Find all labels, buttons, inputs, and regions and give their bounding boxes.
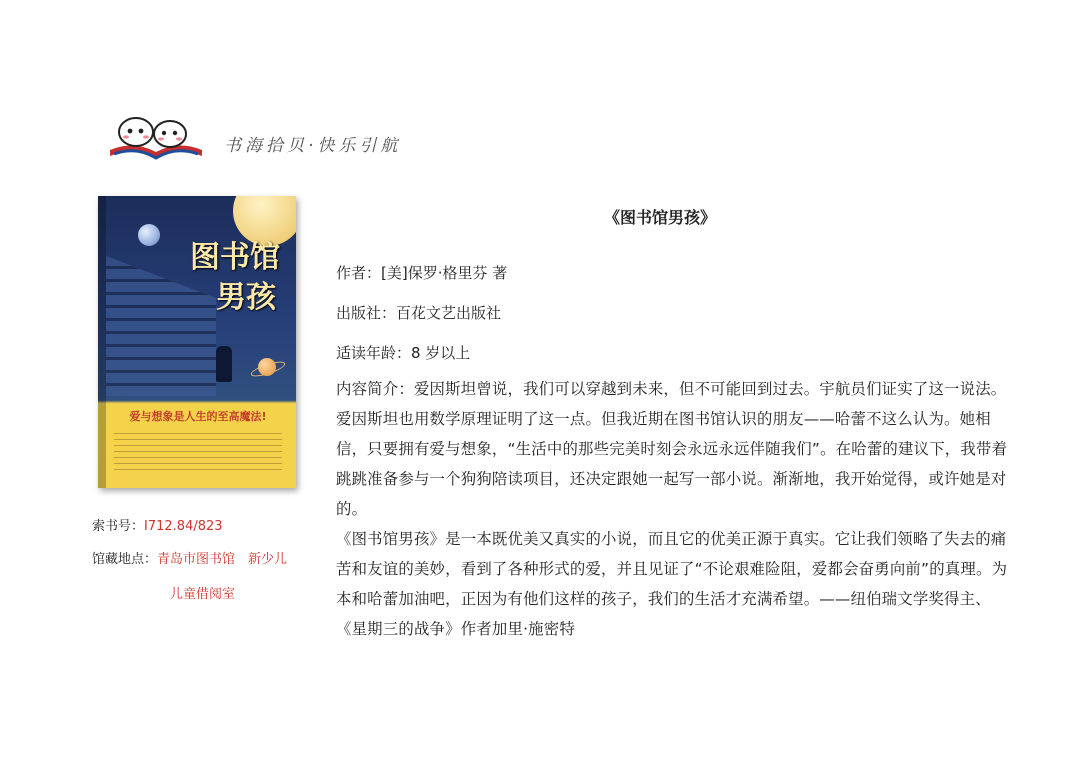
call-number-label: 索书号： [92,519,145,534]
book-title: 《图书馆男孩》 [603,208,716,227]
cover-title-line1: 图书馆 [190,240,280,275]
cartoon-book-characters-icon [106,112,206,162]
location-row [92,548,287,567]
book-cover-image [98,196,296,488]
saturn-decoration [258,358,276,376]
call-number-value: I712.84/823 [144,519,223,534]
call-number-row [92,515,223,534]
summary-paragraph-1: 内容简介：爱因斯坦曾说，我们可以穿越到未来，但不可能回到过去。宇航员们证实了这一说法。爱因斯坦也用数学原理证明了这一点。但我近期在图书馆认识的朋友——哈蕾不这么认为。她相信，只要拥有爱与想象，“生活中的那些完美时刻会永远永远伴随我们”。在哈蕾的建议下，我带着跳跳准备参与一个狗狗陪读项目，还决定跟她一起写一部小说。渐渐地，我开始觉得，或许她是对的。 [336,380,1008,518]
slogan: 书海拾贝·快乐引航 [224,136,402,156]
book-summary [336,374,1008,644]
location-label: 馆藏地点： [92,552,158,567]
location-value-line1: 青岛市图书馆 新少儿 [157,552,288,567]
cover-tagline: 爱与想象是人生的至高魔法! [129,410,267,423]
author-line: 作者：[美]保罗·格里芬 著 [336,264,508,282]
cover-title-line2: 男孩 [216,280,276,315]
planet-decoration [138,224,160,246]
boy-silhouette [216,346,232,382]
summary-paragraph-2: 《图书馆男孩》是一本既优美又真实的小说，而且它的优美正源于真实。它让我们领略了失去的痛苦和友谊的美妙，看到了各种形式的爱，并且见证了“不论艰难险阻，爱都会奋勇向前”的真理。为本和哈蕾加油吧，正因为有他们这样的孩子，我们的生活才充满希望。——纽伯瑞文学奖得主、《星期三的战争》作者加里·施密特 [336,530,1008,638]
reading-age-line: 适读年龄：8 岁以上 [336,344,471,362]
location-value-line2: 儿童借阅室 [170,587,236,602]
cover-blurb-text [114,428,282,472]
publisher-line: 出版社：百花文艺出版社 [336,304,502,322]
